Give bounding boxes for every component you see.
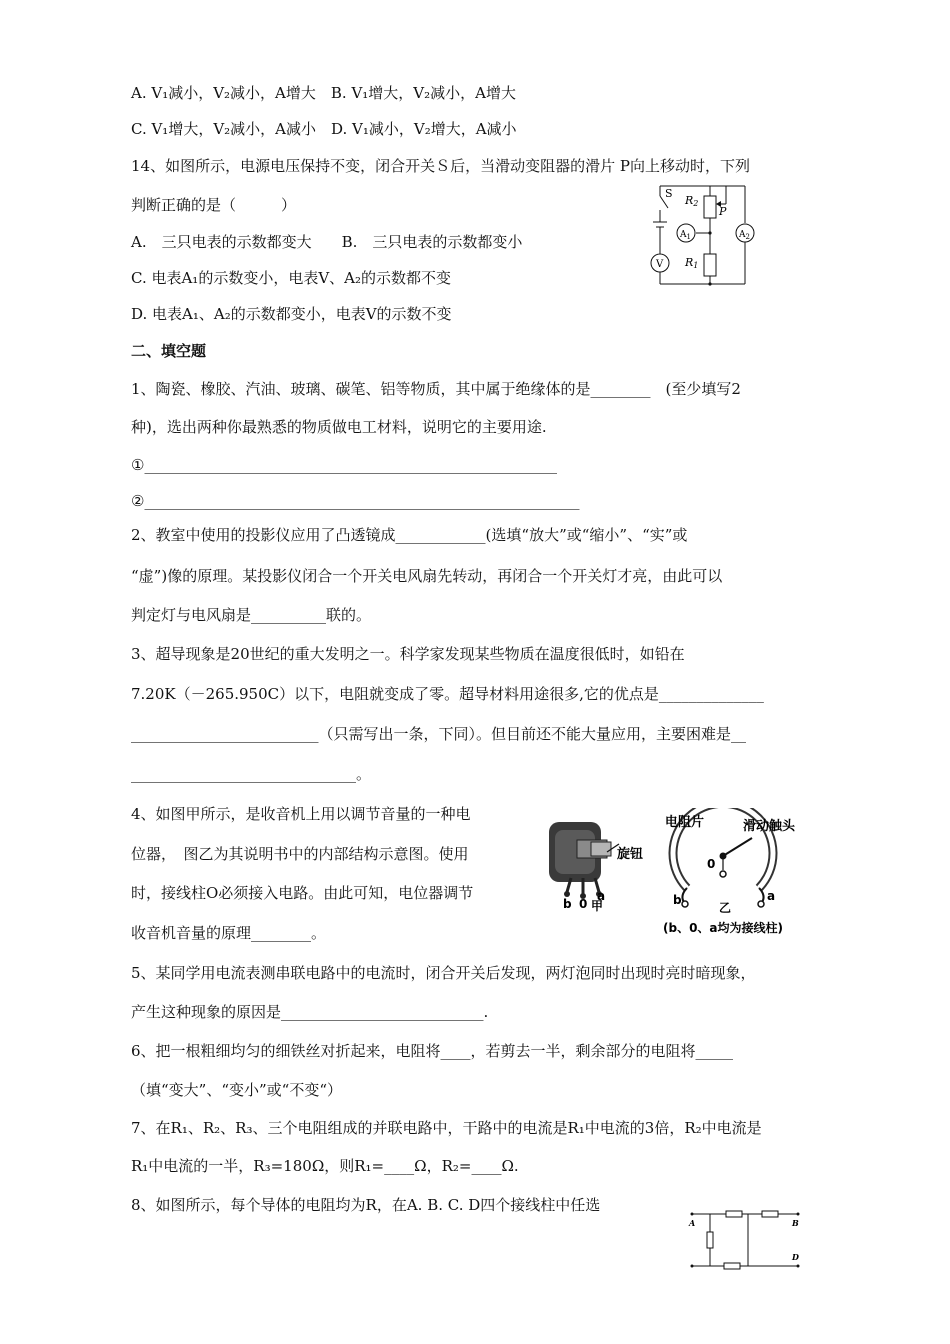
- q14-option-d: D. 电表A₁、A₂的示数都变小，电表V的示数不变: [131, 305, 452, 323]
- q14-option-ab: A. 三只电表的示数都变大 B. 三只电表的示数都变小: [131, 233, 523, 251]
- q13-options-ab: A. V₁减小，V₂减小，A增大 B. V₁增大，V₂减小，A增大: [131, 84, 516, 102]
- fill-q3-line-2: 7.20K（－265.950C）以下，电阻就变成了零。超导材料用途很多,它的优点是______________: [131, 685, 764, 703]
- fill-q1-answer-2: ②__________________________________________________________: [131, 492, 580, 510]
- fill-q5-line-2: 产生这种现象的原因是___________________________.: [131, 1003, 489, 1021]
- fill-q8-line-1: 8、如图所示，每个导体的电阻均为R，在A. B. C. D四个接线柱中任选: [131, 1196, 601, 1214]
- fill-q7-line-1: 7、在R₁、R₂、R₃、三个电阻组成的并联电路中，干路中的电流是R₁中电流的3倍，R₂中电流是: [131, 1119, 762, 1137]
- potentiometer-photo: [549, 822, 619, 899]
- fill-q6-line-1: 6、把一根粗细均匀的细铁丝对折起来，电阻将____，若剪去一半，剩余部分的电阻将_____: [131, 1042, 734, 1060]
- q14-circuit-diagram: [640, 182, 765, 290]
- fill-q2-line-1: 2、教室中使用的投影仪应用了凸透镜成____________(选填“放大”或“缩小”、“实”或: [131, 526, 688, 544]
- diagram-yi-label: 乙: [719, 901, 732, 915]
- q13-options-cd: C. V₁增大，V₂减小，A减小 D. V₁减小，V₂增大，A减小: [131, 120, 517, 138]
- q14-stem-1: 14、如图所示，电源电压保持不变，闭合开关Ｓ后，当滑动变阻器的滑片 P向上移动时，下列: [131, 157, 750, 175]
- section-heading-fill-in: 二、填空题: [131, 342, 207, 360]
- diagram-terminal-a-label: a: [767, 889, 776, 903]
- diagram-terminal-o-label: 0: [707, 857, 716, 871]
- photo-terminal-a-label: a: [597, 889, 606, 903]
- fill-q2-line-2: “虚”)像的原理。某投影仪闭合一个开关电风扇先转动，再闭合一个开关灯才亮，由此可以: [131, 567, 723, 585]
- slider-contact-label: 滑动触头: [743, 819, 796, 834]
- ammeter-a2-label: $A_2$: [739, 230, 750, 241]
- photo-jia-label: 甲: [591, 899, 604, 913]
- fill-q7-line-2: R₁中电流的一半，R₃=180Ω，则R₁=____Ω，R₂=____Ω.: [131, 1157, 519, 1175]
- switch-label: S: [665, 187, 673, 200]
- r1-label: R1: [685, 256, 699, 270]
- fill-q3-line-4: ______________________________。: [131, 765, 372, 783]
- fill-q6-line-2: （填“变大”、“变小”或“不变“）: [131, 1081, 343, 1099]
- ammeter-a1-label: $A_1$: [680, 230, 691, 241]
- terminal-d-label: D: [792, 1252, 799, 1262]
- q4-potentiometer-figure: [547, 808, 815, 940]
- terminal-note: (b、0、a均为接线柱): [663, 921, 784, 935]
- voltmeter-label: V: [656, 259, 664, 270]
- fill-q1-line-2: 种)，选出两种你最熟悉的物质做电工材料，说明它的主要用途.: [131, 418, 547, 436]
- fill-q4-line-3: 时，接线柱O必须接入电路。由此可知，电位器调节: [131, 884, 474, 902]
- fill-q5-line-1: 5、某同学用电流表测串联电路中的电流时，闭合开关后发现，两灯泡同时出现时亮时暗现象，: [131, 964, 756, 982]
- resistor-sheet-label: 电阻片: [665, 815, 705, 830]
- q14-option-c: C. 电表A₁的示数变小，电表V、A₂的示数都不变: [131, 269, 452, 287]
- fill-q4-line-2: 位器， 图乙为其说明书中的内部结构示意图。使用: [131, 845, 469, 863]
- q14-stem-2: 判断正确的是（ ）: [131, 196, 297, 214]
- diagram-terminal-b-label: b: [673, 893, 682, 907]
- q8-resistor-network: [686, 1202, 806, 1274]
- knob-label: 旋钮: [617, 847, 644, 862]
- fill-q2-line-3: 判定灯与电风扇是__________联的。: [131, 606, 372, 624]
- fill-q1-answer-1: ①_______________________________________________________: [131, 456, 557, 474]
- fill-q1-line-1: 1、陶瓷、橡胶、汽油、玻璃、碳笔、铝等物质，其中属于绝缘体的是________ (至少填写2: [131, 380, 741, 398]
- terminal-a-label: A: [689, 1218, 696, 1228]
- fill-q3-line-3: _________________________（只需写出一条，下同）。但目前还不能大量应用，主要困难是__: [131, 725, 747, 743]
- r2-label: R2: [685, 194, 699, 208]
- fill-q4-line-4: 收音机音量的原理________。: [131, 924, 327, 942]
- slider-p-label: P: [719, 205, 727, 218]
- fill-q3-line-1: 3、超导现象是20世纪的重大发明之一。科学家发现某些物质在温度很低时，如铅在: [131, 645, 685, 663]
- terminal-b-label: B: [792, 1218, 799, 1228]
- fill-q4-line-1: 4、如图甲所示，是收音机上用以调节音量的一种电: [131, 805, 471, 823]
- photo-terminal-b-label: b: [563, 897, 572, 911]
- photo-terminal-o-label: 0: [579, 897, 588, 911]
